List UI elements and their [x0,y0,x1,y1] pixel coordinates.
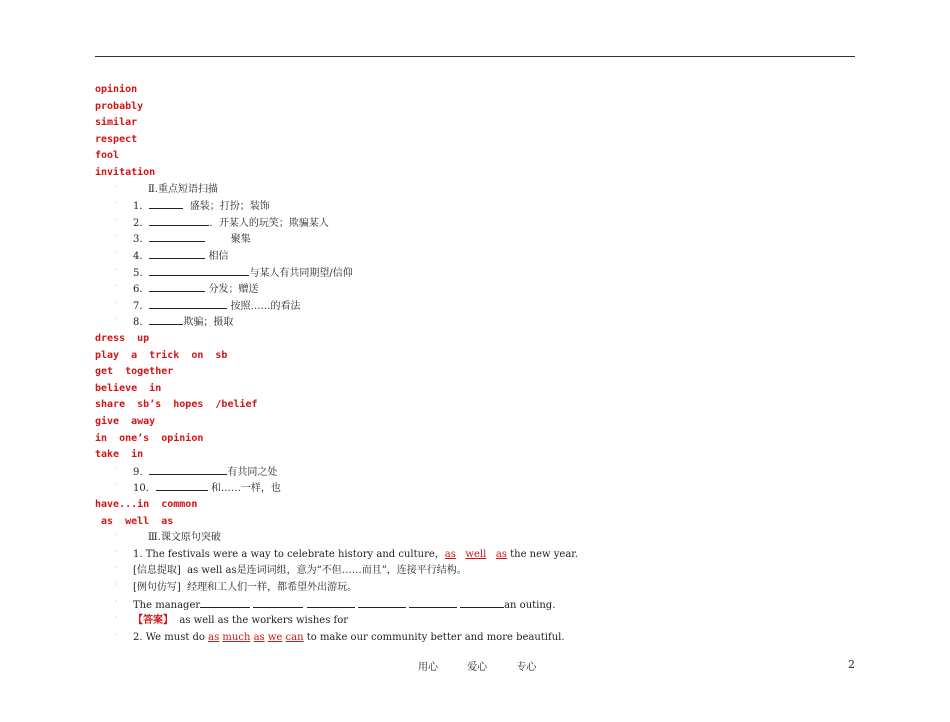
sentence-text: the new year. [506,548,579,560]
answer-blank [307,597,355,608]
info-extraction [133,563,467,579]
item-meaning: 开某人的玩笑；欺骗某人 [212,217,329,229]
phrase-item [133,198,270,214]
underlined-answer: as [495,548,507,560]
footer-word: 爱心 [467,662,488,673]
answer-blank [156,480,208,491]
answer-blank [149,231,205,242]
phrase-item [133,464,277,480]
bullet-marker: ◦ [114,581,119,589]
underlined-answer: as [208,631,220,643]
answer-blank [149,298,227,309]
phrase-answer: give away [95,416,156,427]
item-meaning: 和……一样，也 [207,483,281,495]
sentence-2 [133,630,565,646]
answer-blank [149,265,249,276]
item-number: 6． [133,284,150,296]
bullet-marker: ◦ [114,315,119,324]
header-rule [95,56,855,57]
sentence-1 [133,547,578,563]
sentence-text: to make our community better and more beautiful. [303,631,565,643]
bullet-marker: ◦ [114,531,119,540]
vocab-answer: respect [95,133,138,145]
vocab-answer: probably [95,100,144,112]
answer-blank [149,198,183,209]
sentence-text: 2. We must do [133,631,209,643]
sentence-text: 1. The festivals were a way to celebrate history and culture， [133,548,445,560]
item-number: 1． [133,201,150,213]
answer-blank [253,597,303,608]
answer-blank [149,464,227,475]
answer-blank [358,597,406,608]
item-meaning: 有共同之处 [227,466,278,478]
item-number: 3． [133,234,150,246]
bullet-marker: ◦ [114,265,119,274]
bullet-marker: ◦ [114,614,119,623]
item-meaning: 相信 [205,251,229,262]
sentence-text: The manager [133,599,201,611]
item-meaning: 欺骗；摄取 [183,317,234,329]
phrase-item [133,314,233,330]
phrase-answer: have...in common [95,499,198,510]
answer-line [133,613,348,629]
imitate-text: [例句仿写] 经理和工人们一样，都希望外出游玩。 [133,582,358,593]
answer-blank [149,248,205,259]
bullet-marker: ◦ [114,182,119,191]
answer-blank [200,597,250,608]
bullet-marker: ◦ [114,249,119,257]
bullet-marker: ◦ [114,282,119,291]
bullet-marker: ◦ [114,597,119,606]
phrase-answer: take in [95,449,144,461]
item-meaning: 按照……的看法 [227,300,301,312]
vocab-answer: similar [95,117,138,129]
phrase-item [133,281,259,297]
underlined-answer: we [267,631,283,643]
vocab-answer: opinion [95,84,138,95]
item-number: 2． [133,217,150,229]
answer-blank [460,597,504,608]
underlined-answer: as [253,631,265,643]
underlined-answer: well [465,548,487,560]
item-number: 8． [133,317,150,329]
bullet-marker: ◦ [114,547,119,556]
phrase-item [133,215,329,231]
info-text: [信息提取] as well as是连词词组，意为“不但……而且”，连接平行结构。 [133,565,467,577]
section-heading [148,530,221,546]
underlined-answer: much [222,631,251,643]
bullet-marker: ◦ [114,199,119,208]
phrase-item [133,265,353,281]
phrase-answer: in one’s opinion [95,432,204,444]
vocab-answer: invitation [95,167,156,178]
item-meaning: 与某人有共同期望/信仰 [249,267,353,279]
section-title: Ⅲ.课文原句突破 [148,532,221,544]
item-meaning: 盛装；打扮；装饰 [183,201,270,213]
phrase-answer: play a trick on sb [95,349,228,361]
answer-blank [409,597,457,608]
fill-in-sentence [133,597,555,613]
bullet-marker: ◦ [114,464,119,473]
phrase-item [133,480,281,496]
bullet-marker: ◦ [114,232,119,241]
item-meaning: 聚集 [205,234,251,246]
item-number: 5． [133,267,150,279]
phrase-answer: share sb’s hopes /belief [95,399,258,411]
bullet-marker: ◦ [114,298,119,307]
underlined-answer: as [444,548,456,560]
phrase-answer: get together [95,366,174,378]
section-heading [148,182,218,198]
underlined-answer: can [285,631,304,643]
answer-blank [149,314,183,325]
section-title: Ⅱ.重点短语扫描 [148,183,218,195]
item-number: 9． [133,466,150,478]
vocab-answer: fool [95,150,120,162]
item-number: 4． [133,251,150,262]
imitation-prompt [133,580,357,596]
bullet-marker: ◦ [114,564,119,573]
blank-dot: . [209,217,213,229]
bullet-marker: ◦ [114,215,119,224]
footer-word: 专心 [516,662,537,673]
phrase-item [133,298,301,314]
bullet-marker: ◦ [114,481,119,490]
answer-label: 【答案】 [133,615,173,627]
answer-text: as well as the workers wishes for [173,615,348,627]
phrase-item [133,231,251,247]
phrase-answer: as well as [95,515,174,527]
item-meaning: 分发；赠送 [205,284,259,296]
footer [418,658,562,673]
phrase-answer: believe in [95,382,162,394]
answer-blank [149,215,209,226]
bullet-marker: ◦ [114,630,119,639]
answer-blank [149,281,205,292]
phrase-answer: dress up [95,333,150,344]
item-number: 10． [133,483,156,495]
phrase-item [133,248,229,264]
item-number: 7． [133,300,150,312]
page-number: 2 [848,658,855,671]
sentence-text: an outing. [504,599,556,611]
footer-word: 用心 [418,662,438,673]
